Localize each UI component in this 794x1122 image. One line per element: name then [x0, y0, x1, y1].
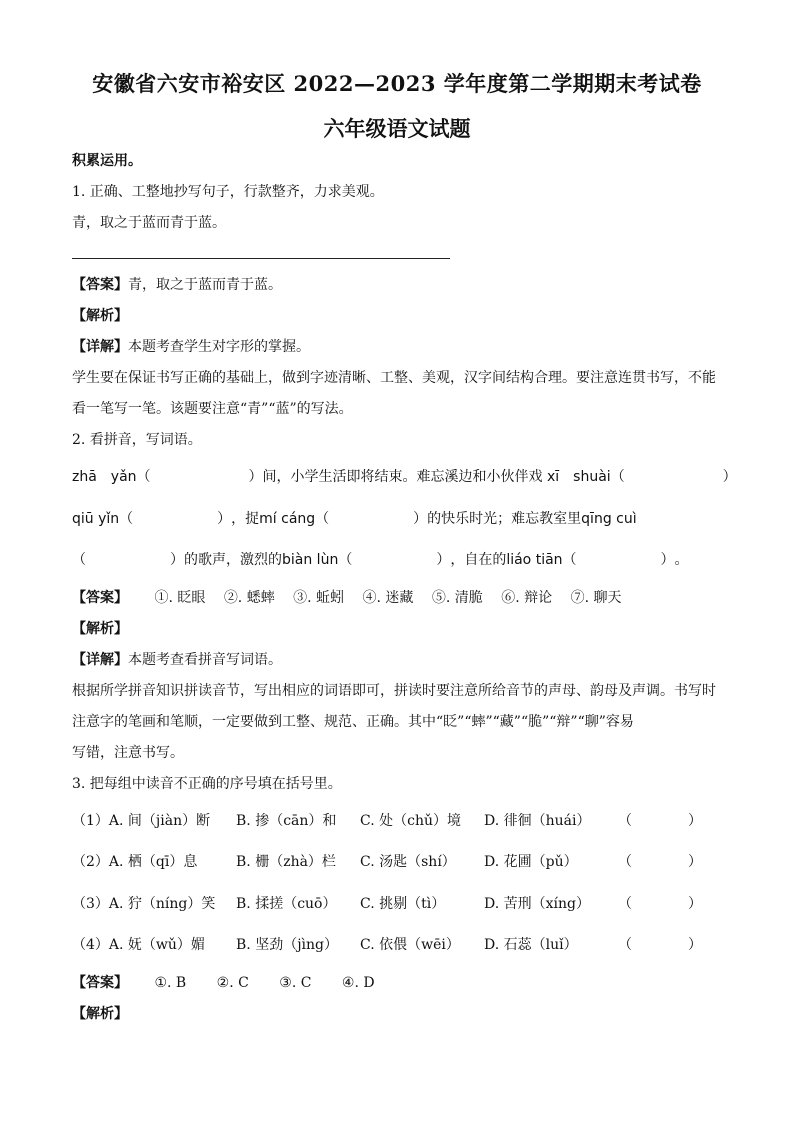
option-d: D. 花圃（pǔ） [484, 854, 578, 870]
answer-item: ④. 迷藏 [362, 590, 414, 606]
option-a: （3）A. 狞（níng）笑 [72, 896, 216, 912]
q2-prompt: 2. 看拼音，写词语。 [72, 432, 202, 448]
exam-title: 安徽省六安市裕安区 2022—2023 学年度第二学期期末考试卷 [92, 71, 702, 96]
answer-blank: （ ） [618, 854, 702, 870]
q3-option-row [72, 811, 702, 831]
q2-detail [72, 650, 734, 670]
pinyin-text: zhā yǎn [72, 469, 137, 485]
answer-item: ③. 蚯蚓 [293, 590, 345, 606]
option-b: B. 掺（cān）和 [236, 813, 337, 829]
option-c: C. 依偎（wēi） [360, 937, 460, 953]
q2-line-1 [72, 467, 737, 487]
q2-explain-3: 写错，注意书写。 [72, 745, 184, 761]
analysis-tag: 【解析】 [72, 1006, 128, 1022]
option-b: B. 栅（zhà）栏 [236, 854, 336, 870]
q1-explain-2: 看一笔写一笔。该题要注意“青”“蓝”的写法。 [72, 401, 353, 417]
section-heading: 积累运用。 [72, 153, 142, 169]
answer-tag: 【答案】 [72, 590, 128, 606]
q1-analysis-tag [72, 306, 734, 326]
answer-blank: （ ） [618, 896, 702, 912]
answer-blank: （ ） [119, 511, 232, 527]
answer-item: ①. 眨眼 [154, 590, 206, 606]
q2-line-3 [72, 550, 734, 570]
q3-option-row [72, 852, 702, 872]
pinyin-text: mí cáng [259, 511, 316, 527]
answer-blank: （ ） [315, 511, 428, 527]
q1-prompt: 1. 正确、工整地抄写句子，行款整齐，力求美观。 [72, 184, 384, 200]
option-b: B. 坚劲（jìng） [236, 937, 338, 953]
detail-text: 本题考查学生对字形的掌握。 [128, 339, 310, 355]
q2-explain-2: 注意字的笔画和笔顺，一定要做到工整、规范、正确。其中“眨”“蟀”“藏”“脆”“辩”“聊”容易 [72, 714, 634, 730]
q3-option-row [72, 935, 702, 955]
answer-blank: （ ） [72, 552, 184, 568]
option-c: C. 汤匙（shí） [360, 854, 456, 870]
answer-blank: （ ） [562, 552, 675, 568]
answer-item: ⑤. 清脆 [431, 590, 483, 606]
answer-blank: （ ） [610, 469, 737, 485]
body-text: ，捉 [231, 511, 260, 527]
body-text: ，自在的 [450, 552, 507, 568]
q2-analysis-tag [72, 619, 734, 639]
answer-blank: （ ） [618, 937, 702, 953]
answer-item: ⑦. 聊天 [570, 590, 622, 606]
q3-prompt: 3. 把每组中读音不正确的序号填在括号里。 [72, 776, 342, 792]
answer-text: 青，取之于蓝而青于蓝。 [128, 277, 282, 293]
answer-item: ②. C [216, 975, 249, 991]
answer-item: ④. D [341, 975, 375, 991]
option-c: C. 挑剔（tì） [360, 896, 446, 912]
q2-answer [72, 588, 734, 608]
q1-answer [72, 275, 734, 295]
analysis-tag: 【解析】 [72, 308, 128, 324]
option-d: D. 苦刑（xíng） [484, 896, 590, 912]
answer-tag: 【答案】 [72, 277, 128, 293]
pinyin-text: liáo tiān [506, 552, 563, 568]
option-a: （2）A. 栖（qī）息 [72, 854, 198, 870]
answer-item: ⑥. 辩论 [501, 590, 553, 606]
option-a: （1）A. 间（jiàn）断 [72, 813, 211, 829]
q1-explain-1: 学生要在保证书写正确的基础上，做到字迹清晰、工整、美观，汉字间结构合理。要注意连贯书写，不能 [72, 370, 716, 386]
q3-answer [72, 973, 734, 993]
answer-blank: （ ） [338, 552, 451, 568]
analysis-tag: 【解析】 [72, 621, 128, 637]
body-text: 的快乐时光；难忘教室里 [427, 511, 582, 527]
pinyin-text: qiū yǐn [72, 511, 120, 527]
q1-detail [72, 337, 734, 357]
q2-explain-1: 根据所学拼音知识拼读音节，写出相应的词语即可，拼读时要注意所给音节的声母、韵母及声调。书写时 [72, 683, 716, 699]
answer-item: ②. 蟋蟀 [223, 590, 275, 606]
answer-blank: （ ） [618, 813, 702, 829]
q1-writing-line [72, 258, 450, 259]
answer-item: ③. C [279, 975, 312, 991]
body-text: 。 [674, 552, 689, 568]
body-text: 间，小学生活即将结束。难忘溪边和小伙伴戏 [262, 469, 543, 485]
answer-tag: 【答案】 [72, 975, 128, 991]
answer-blank: （ ） [136, 469, 263, 485]
option-d: D. 石蕊（luǐ） [484, 937, 578, 953]
q3-option-row [72, 894, 702, 914]
option-c: C. 处（chǔ）境 [360, 813, 461, 829]
q2-line-2 [72, 509, 734, 529]
pinyin-text: biàn lùn [282, 552, 339, 568]
option-b: B. 揉搓（cuō） [236, 896, 337, 912]
pinyin-text: qīng cuì [581, 511, 637, 527]
detail-text: 本题考查看拼音写词语。 [128, 652, 282, 668]
option-a: （4）A. 妩（wǔ）媚 [72, 937, 205, 953]
option-d: D. 徘徊（huái） [484, 813, 591, 829]
exam-subtitle: 六年级语文试题 [323, 116, 471, 141]
answer-item: ①. B [154, 975, 187, 991]
pinyin-text: xī shuài [547, 469, 611, 485]
body-text: 的歌声，激烈的 [184, 552, 282, 568]
q3-analysis-tag [72, 1004, 734, 1024]
q1-sentence: 青，取之于蓝而青于蓝。 [72, 215, 226, 231]
detail-tag: 【详解】 [72, 339, 128, 355]
detail-tag: 【详解】 [72, 652, 128, 668]
